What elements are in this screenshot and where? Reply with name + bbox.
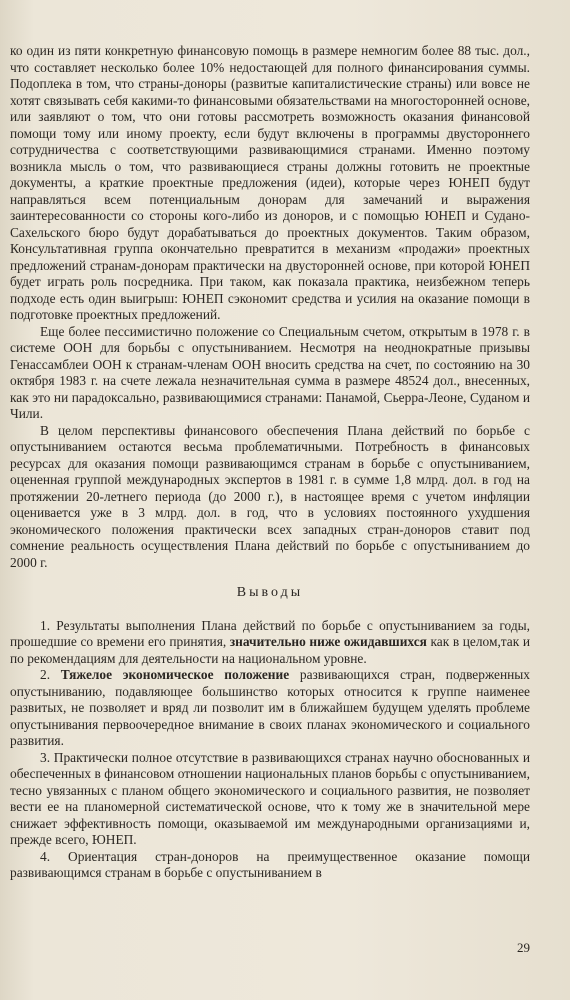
conclusion-1-emphasis: значительно ниже ожидавшихся <box>229 634 427 649</box>
conclusion-2-emphasis: Тяжелое экономическое положение <box>60 667 290 682</box>
conclusion-1 <box>10 618 530 668</box>
conclusion-2-text-a: 2. <box>40 667 61 682</box>
paragraph-1: ко один из пяти конкретную финансовую помощь в размере немногим более 88 тыс. дол., что составляет несколько более 10% недостающей для полного финансирования суммы. Подоплека в том, что страны-доноры (развитые капиталистические страны) или вовсе не хотят связывать себя какими-то финансовыми обязательствами на многосторонней основе, или заявляют о том, что они готовы рассмотреть возможность оказания финансовой помощи тому или иному проекту, если будут включены в программы двустороннего сотрудничества с соответствующими развивающимися странами. Именно поэтому возникла мысль о том, что развивающиеся страны должны готовить не проектные документы, а краткие проектные предложения (идеи), которые через ЮНЕП будут направляться всем потенциальным донорам для замечаний и выражения заинтересованности со стороны кого-либо из доноров, и с помощью ЮНЕП и Судано-Сахельского бюро будут дорабатываться до проектных документов. Таким образом, Консультативная группа окончательно превратится в механизм «продажи» проектных предложений странам-донорам практически на двусторонней основе, при которой ЮНЕП будет играть роль посредника. При таком, как показала практика, неизбежном теперь подходе есть один выигрыш: ЮНЕП сэкономит средства и усилия на оказание помощи в подготовке проектных предложений. <box>10 43 530 322</box>
page-number: 29 <box>517 940 530 955</box>
conclusion-2-text-b: развивающихся стран, подверженных опустыниванию, подавляющее большинство которых относится к группе наименее развитых, не позволяет и вряд ли позволит им в ближайшем будущем уделять проблеме опустынивания первоочередное внимание в своих планах экономического и социального развития. <box>10 667 530 748</box>
conclusion-2 <box>10 667 530 750</box>
conclusion-4: 4. Ориентация стран-доноров на преимущественное оказание помощи развивающимся странам в борьбе с опустыниванием в <box>10 848 530 880</box>
section-title: Выводы <box>236 585 304 600</box>
main-text <box>10 43 530 882</box>
paragraph-3: В целом перспективы финансового обеспечения Плана действий по борьбе с опустыниванием остаются весьма проблематичными. Потребность в финансовых ресурсах для оказания помощи развивающимся странам в борьбе с опустыниванием, оцененная группой международных экспертов в 1981 г. в сумме 1,8 млрд. дол. в год на протяжении 20-летнего периода (до 2000 г.), в настоящее время с учетом инфляции оценивается уже в 3 млрд. дол. в год, что в условиях постоянного ухудшения экономического положения практически всех западных стран-доноров ставит под сомнение реальность осуществления Плана действий по борьбе с опустыниванием до 2000 г. <box>10 422 530 570</box>
conclusion-1-text-b: как в целом,так и по рекомендациям для деятельности на национальном уровне. <box>10 634 530 666</box>
conclusion-1-text-a: 1. Результаты выполнения Плана действий по борьбе с опустыниванием за годы, прошедшие со времени его принятия, <box>10 617 530 649</box>
conclusion-3: 3. Практически полное отсутствие в развивающихся странах научно обоснованных и обеспеченных в финансовом отношении национальных планов борьбы с опустыниванием, тесно увязанных с планом общего экономического и социального развития, не позволяет вести ее на планомерной систематической основе, что к тому же в значительной мере снижает эффективность помощи, оказываемой им международными организациями и, прежде всего, ЮНЕП. <box>10 749 530 847</box>
paragraph-2: Еще более пессимистично положение со Специальным счетом, открытым в 1978 г. в системе ООН для борьбы с опустыниванием. Несмотря на неоднократные призывы Генассамблеи ООН к странам-членам ООН вносить средства на счет, по состоянию на 30 октября 1983 г. на счете лежала незначительная сумма в размере 48524 дол., внесенных, как это ни парадоксально, развивающимися странами: Панамой, Сьерра-Леоне, Суданом и Чили. <box>10 323 530 421</box>
